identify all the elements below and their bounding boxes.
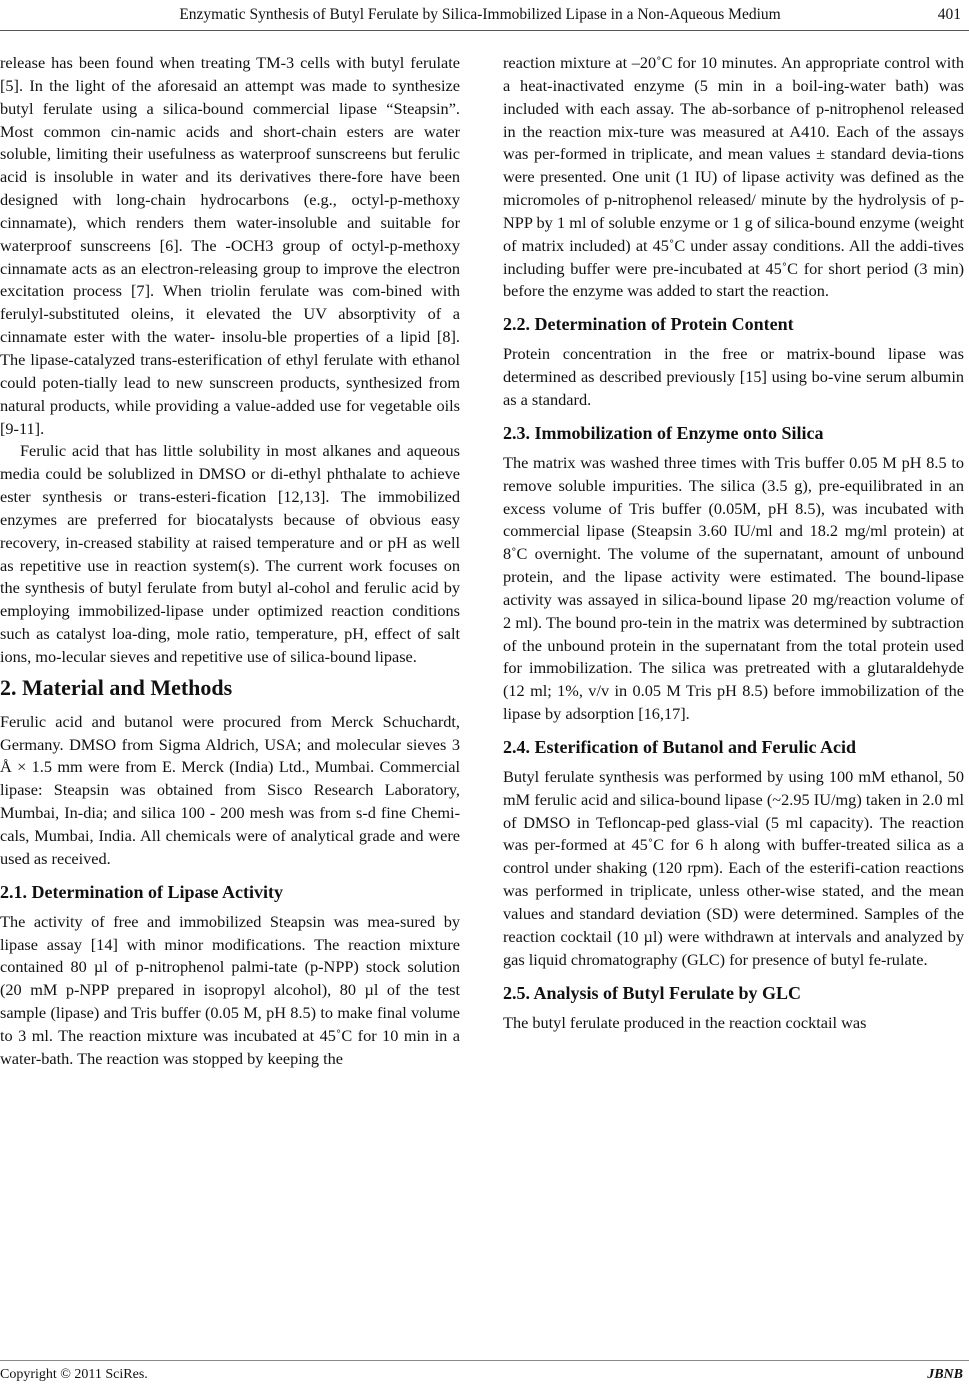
paragraph: The butyl ferulate produced in the reaction cocktail was	[503, 1012, 867, 1032]
paragraph: Ferulic acid that has little solubility in most alkanes and aqueous media could be solublized in DMSO or di-ethyl phthalate to achieve ester synthesis or trans-esteri-fication [12,13]. The immobilized enzymes are preferred for biocatalysts because of obvious easy recovery, in-creased stability at raised temperature and or pH as well as repetitive use in reaction system(s). The current work focuses on the synthesis of butyl ferulate from butyl al-cohol and ferulic acid by employing immobilized-lipase under optimized reaction conditions such as catalyst loa-ding, mole ratio, temperature, pH, effect of salt ions, mo-lecular sieves and repetitive use of silica-bound lipase.	[0, 441, 460, 666]
section-heading-methods: 2. Material and Methods	[0, 674, 233, 700]
subsection-heading-2-3: 2.3. Immobilization of Enzyme onto Silica	[503, 422, 824, 443]
header-rule	[0, 30, 969, 31]
subsection-heading-2-1: 2.1. Determination of Lipase Activity	[0, 881, 283, 902]
left-column	[0, 52, 460, 1071]
journal-abbreviation: JBNB	[927, 1367, 963, 1382]
subsection-heading-2-5: 2.5. Analysis of Butyl Ferulate by GLC	[503, 982, 802, 1003]
page-header	[0, 0, 969, 30]
paragraph: Protein concentration in the free or matrix-bound lipase was determined as described previously [15] using bo-vine serum albumin as a standard.	[503, 344, 964, 409]
subsection-heading-2-4: 2.4. Esterification of Butanol and Ferulic Acid	[503, 736, 856, 757]
running-title: Enzymatic Synthesis of Butyl Ferulate by Silica-Immobilized Lipase in a Non-Aqueous Medium	[179, 6, 781, 23]
page-number: 401	[937, 6, 961, 23]
copyright-notice: Copyright © 2011 SciRes.	[0, 1367, 148, 1382]
paragraph: The activity of free and immobilized Steapsin was mea-sured by lipase assay [14] with minor modifications. The reaction mixture contained 80 µl of p-nitrophenol palmi-tate (p-NPP) stock solution (20 mM p-NPP prepared in isopropyl alcohol), 80 µl of the test sample (lipase) and Tris buffer (0.05 M, pH 8.5) to make final volume to 3 ml. The reaction mixture was incubated at 45˚C for 10 min in a water-bath. The reaction was stopped by keeping the	[0, 911, 460, 1068]
right-column	[503, 52, 964, 1034]
footer-rule	[0, 1360, 969, 1361]
subsection-heading-2-2: 2.2. Determination of Protein Content	[503, 314, 794, 335]
paragraph: Ferulic acid and butanol were procured from Merck Schuchardt, Germany. DMSO from Sigma Aldrich, USA; and molecular sieves 3 Å × 1.5 mm were from E. Merck (India) Ltd., Mumbai. Commercial lipase: Steapsin was obtained from Sisco Research Laboratory, Mumbai, In-dia; and silica 100 - 200 mesh was from s-d fine Chemi-cals, Mumbai, India. All chemicals were of analytical grade and were used as received.	[0, 711, 460, 868]
paragraph: reaction mixture at –20˚C for 10 minutes. An appropriate control with a heat-inactivated enzyme (5 min in a boil-ing-water bath) was included with each assay. The ab-sorbance of p-nitrophenol released in the reaction mix-ture was measured at A410. Each of the assays was per-formed in triplicate, and mean values ± standard devia-tions were presented. One unit (1 IU) of lipase activity was defined as the micromoles of p-nitrophenol released/ minute by the hydrolysis of p-NPP by 1 ml of soluble enzyme or 1 g of silica-bound enzyme (weight of matrix included) at 45˚C under assay conditions. All the addi-tives including buffer were pre-incubated at 45˚C for short period (3 min) before the enzyme was added to start the reaction.	[503, 53, 964, 301]
paragraph: Butyl ferulate synthesis was performed by using 100 mM ethanol, 50 mM ferulic acid and silica-bound lipase (~2.95 IU/mg) taken in 2.0 ml of DMSO in Tefloncap-ped glass-vial (5 ml capacity). The reaction was per-formed at 45˚C for 6 h along with buffer-treated silica as a control under shaking (120 rpm). Each of the esterifi-cation reactions was performed in triplicate, unless other-wise stated, and the mean values and standard deviation (SD) were determined. Samples of the reaction cocktail (10 µl) were withdrawn at intervals and analyzed by gas liquid chromatography (GLC) for presence of butyl fe-rulate.	[503, 766, 964, 969]
paragraph: release has been found when treating TM-3 cells with butyl ferulate [5]. In the light of the aforesaid an attempt was made to synthesize butyl ferulate using a silica-bound commercial lipase “Steapsin”. Most common cin-namic acids and short-chain esters are water soluble, limiting their usefulness as waterproof sunscreens but ferulic acid is insoluble in water and its derivatives there-fore have been designed with long-chain hydrocarbons (e.g., octyl-p-methoxy cinnamate), which renders them water-insoluble and suitable for waterproof sunscreens [6]. The -OCH3 group of octyl-p-methoxy cinnamate acts as an electron-releasing group to improve the electron excitation process [7]. When triolin ferulate was com-bined with ferulyl-substituted oleins, it elevated the UV absorptivity of a cinnamate ester with the water- insolu-ble properties of a lipid [8]. The lipase-catalyzed trans-esterification of ethyl ferulate with ethanol could poten-tially lead to new sunscreen products, synthesized from natural products, while providing a value-added use for vegetable oils [9-11].	[0, 53, 460, 438]
paragraph: The matrix was washed three times with Tris buffer 0.05 M pH 8.5 to remove soluble impurities. The silica (3.5 g), pre-equilibrated in an excess volume of Tris buffer (0.05M, pH 8.5), was incubated with commercial lipase (Steapsin 3.60 IU/ml and 18.2 mg/ml protein) at 8˚C overnight. The volume of the supernatant, amount of unbound protein, and the lipase activity were estimated. The bound-lipase activity was assayed in silica-bound lipase 20 mg/reaction volume of 2 ml). The bound pro-tein in the matrix was determined by subtraction of the unbound protein in the supernatant from the total protein used for immobilization. The silica was pretreated with a glutaraldehyde (12 ml; 1%, v/v in 0.05 M Tris pH 8.5) before immobilization of the lipase by adsorption [16,17].	[503, 452, 964, 724]
